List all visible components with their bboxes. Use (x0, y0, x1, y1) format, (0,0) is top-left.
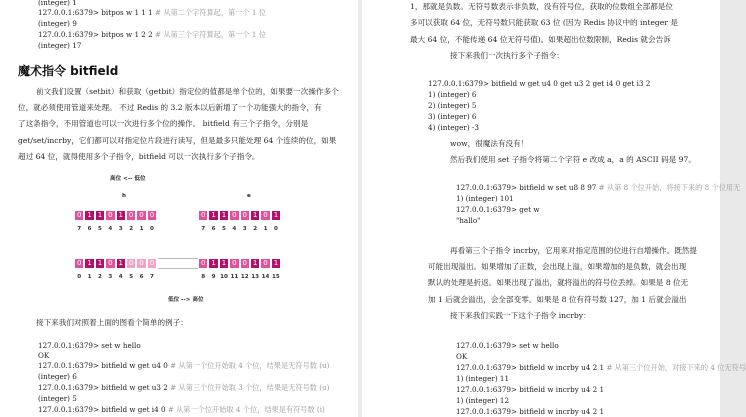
bit-cell: 1 (208, 258, 218, 269)
bit-index: 7 (149, 274, 154, 280)
bit-index: 0 (149, 226, 154, 232)
code-line: OK (456, 352, 468, 361)
bit-cell: 0 (260, 210, 270, 221)
bit-cell: 0 (229, 210, 239, 221)
row-bit-cells-h (74, 258, 157, 269)
code-line: 127.0.0.1:6379> bitfield w get u4 0 get u3 2 get i4 0 get i3 2 (428, 79, 651, 88)
bit-cell: 1 (219, 210, 229, 221)
para-line: 默认的处理是折返。如果出现了溢出，就将溢出的符号位丢掉。如果是 8 位无 (428, 278, 689, 287)
code-line: 127.0.0.1:6379> bitfield w incrby u4 2 1 (456, 385, 605, 394)
para-line: 可能出现溢出。如果增加了正数，会出现上溢，如果增加的是负数，就会出现 (428, 262, 687, 271)
bit-cell: 1 (95, 210, 105, 221)
bit-index: 0 (77, 274, 82, 280)
bit-cell: 0 (126, 210, 136, 221)
code-line: 3) (integer) 6 (428, 112, 477, 121)
section-title: 魔术指令 bitfield (18, 64, 119, 78)
code-line: 4) (integer) -3 (428, 123, 479, 132)
row-gap (158, 258, 198, 269)
bit-cell: 1 (250, 210, 260, 221)
bit-index: 14 (261, 274, 270, 280)
top-direction-label: 高位 <-- 低位 (110, 176, 146, 182)
bit-cell: 1 (271, 258, 281, 269)
bit-index: 3 (242, 226, 247, 232)
code-line: 127.0.0.1:6379> bitfield w incrby u4 2 1 (456, 407, 605, 416)
code-line: 127.0.0.1:6379> bitfield w get u4 0 # 从第一个位开始取 4 个位，结果是无符号数 (u) (38, 361, 330, 370)
para-line: get/set/incrby，它们都可以对指定位片段进行读写，但是最多只能处理 64 个连续的位，如果 (18, 136, 337, 145)
bit-index: 5 (98, 226, 102, 232)
bit-cell: 0 (105, 210, 115, 221)
code-line: OK (38, 351, 50, 360)
code-line: (integer) 1 (38, 0, 77, 7)
bit-cell: 0 (136, 258, 146, 269)
bit-index: 12 (240, 274, 249, 280)
bit-cell: 1 (250, 258, 260, 269)
row-bit-cells-e (198, 258, 281, 269)
bit-cell: 1 (95, 258, 105, 269)
bit-index: 1 (139, 226, 144, 232)
bit-index: 9 (211, 274, 216, 280)
bit-cell: 0 (74, 258, 84, 269)
e-label: e (247, 193, 251, 199)
bit-cell: 1 (116, 258, 126, 269)
bit-cell: 0 (198, 210, 208, 221)
code-line: 127.0.0.1:6379> get w (456, 205, 540, 214)
bit-index: 2 (253, 226, 258, 232)
code-line: (integer) 17 (38, 41, 82, 50)
bit-index: 15 (272, 274, 280, 280)
para-line: 超过 64 位，就得使用多个子指令，bitfield 可以一次执行多个子指令。 (18, 152, 260, 161)
para-line: 1，那就是负数。无符号数表示非负数，没有符号位，获取的位数组全部都是位 (410, 2, 674, 11)
bit-index: 3 (108, 274, 113, 280)
code-line: 127.0.0.1:6379> bitfield w incrby u4 2 1 # 从第三个位开始，对接下来的 4 位无符号 (456, 363, 746, 372)
bit-cell: 0 (136, 210, 146, 221)
code-line: 127.0.0.1:6379> bitfield w get u3 2 # 从第三个位开始取 3 个位，结果是无符号数 (u) (38, 383, 330, 392)
code-line: 2) (integer) 5 (428, 101, 477, 110)
bit-cell: 1 (271, 210, 281, 221)
para-line: 位，就必须使用管道来处理。 不过 Redis 的 3.2 版本以后新增了一个功能强大的指令，有 (18, 103, 322, 112)
bottom-direction-label: 低位 --> 高位 (168, 297, 204, 303)
code-line: 127.0.0.1:6379> bitpos w 1 1 1 # 从第二个字符算起，第一个 1 位 (38, 8, 266, 17)
para-line: 多可以获取 64 位，无符号数只能获取 63 位 (因为 Redis 协议中的 integer 是 (410, 18, 678, 27)
code-line: 1) (integer) 6 (428, 90, 477, 99)
bit-cell: 0 (147, 258, 157, 269)
bit-cell: 1 (219, 258, 229, 269)
bit-index: 8 (201, 274, 206, 280)
para-line: 最大 64 位，不能传递 64 位无符号值)。如果超出位数限制，Redis 就会告诉 (410, 35, 671, 44)
code-line: (integer) 9 (38, 19, 77, 28)
bit-cell: 0 (74, 210, 84, 221)
code-line: (integer) 5 (38, 394, 77, 403)
bit-index: 2 (98, 274, 102, 280)
bit-index: 11 (230, 274, 239, 280)
row-index-h (74, 274, 157, 280)
bit-index: 13 (251, 274, 260, 280)
left-page (0, 0, 358, 417)
para-line: 接下来我们实践一下这个子指令 incrby： (450, 311, 591, 320)
bit-index: 4 (232, 226, 237, 232)
bit-index: 7 (77, 226, 82, 232)
bit-cell: 0 (229, 258, 239, 269)
para-line: 加 1 后就会溢出，会全部变零。如果是 8 位有符号数 127，加 1 后就会溢出 (428, 295, 687, 304)
bit-index: 7 (201, 226, 206, 232)
para-line: 再看第三个子指令 incrby，它用来对指定范围的位进行自增操作。既然提 (450, 246, 697, 255)
para-line: 前文我们设置（setbit）和获取（getbit）指定位的值都是单个位的，如果要一次操作多个 (36, 87, 339, 96)
bit-index: 1 (87, 274, 92, 280)
bit-index: 4 (108, 226, 113, 232)
h-bit-cells (74, 210, 157, 221)
bit-index: 1 (263, 226, 268, 232)
bit-index: 4 (118, 274, 123, 280)
bit-index: 6 (87, 226, 92, 232)
bit-cell: 0 (240, 258, 250, 269)
e-bit-cells (198, 210, 281, 221)
code-line: 127.0.0.1:6379> bitfield w set u8 8 97 # 从第 8 个位开始，将接下来的 8 个位用无 (456, 183, 741, 192)
set-intro: 然后我们使用 set 子指令将第二个字符 e 改成 a，a 的 ASCII 码是 97。 (450, 155, 696, 164)
row-index-e (198, 274, 281, 280)
code-line: 127.0.0.1:6379> bitpos w 1 2 2 # 从第三个字符算起，第一个 1 位 (38, 30, 266, 39)
bit-index: 10 (220, 274, 228, 280)
e-bit-index (198, 226, 281, 232)
example-intro: 接下来我们对照着上面的图看个简单的例子： (36, 318, 188, 327)
bit-cell: 1 (84, 258, 94, 269)
bit-cell: 0 (198, 258, 208, 269)
bit-cell: 1 (208, 210, 218, 221)
bit-index: 6 (139, 274, 144, 280)
code-line: 127.0.0.1:6379> bitfield w get i4 0 # 从第一个位开始取 4 个位，结果是有符号数 (i) (38, 405, 325, 414)
bit-index: 5 (222, 226, 226, 232)
para-line: 接下来我们一次执行多个子指令： (450, 51, 564, 60)
bit-index: 0 (273, 226, 278, 232)
bit-cell: 0 (105, 258, 115, 269)
bit-cell: 0 (240, 210, 250, 221)
code-line: 127.0.0.1:6379> set w hello (38, 341, 141, 350)
h-label: h (122, 193, 126, 199)
bit-cell: 1 (84, 210, 94, 221)
bit-index: 3 (118, 226, 123, 232)
bit-index: 5 (129, 274, 134, 280)
bit-index: 2 (129, 226, 134, 232)
code-line: 1) (integer) 11 (456, 374, 510, 383)
bit-index: 6 (211, 226, 216, 232)
wow-line: wow，很魔法有没有！ (450, 139, 529, 148)
code-line: (integer) 6 (38, 372, 77, 381)
code-line: 127.0.0.1:6379> set w hello (456, 341, 559, 350)
bit-cell: 0 (126, 258, 136, 269)
code-line: 1) (integer) 101 (456, 194, 514, 203)
bit-cell: 1 (116, 210, 126, 221)
bit-cell: 0 (260, 258, 270, 269)
code-line: "hallo" (456, 216, 481, 225)
bit-cell: 0 (147, 210, 157, 221)
code-line: 1) (integer) 12 (456, 396, 510, 405)
h-bit-index (74, 226, 157, 232)
right-page (362, 0, 746, 417)
para-line: 了这条指令，不用管道也可以一次进行多个位的操作。 bitfield 有三个子指令，分别是 (18, 119, 309, 128)
